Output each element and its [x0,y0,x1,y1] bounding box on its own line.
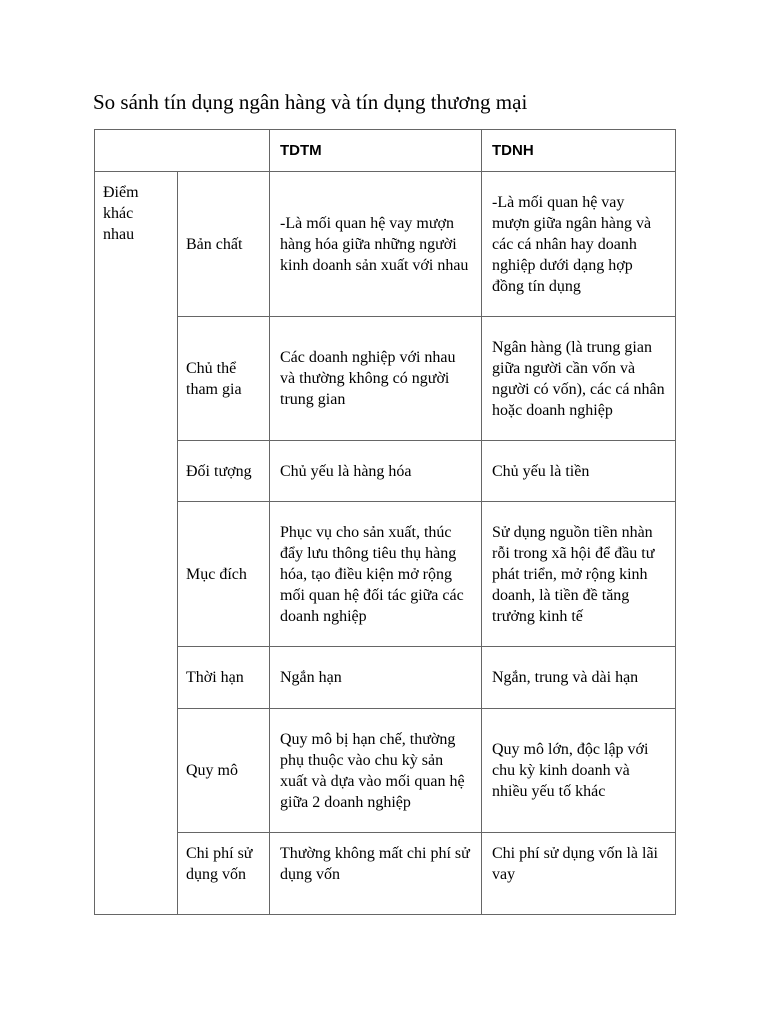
tdtm-text: Các doanh nghiệp với nhau và thường không có người trung gian [280,349,456,408]
tdnh-cell [482,441,676,502]
tdnh-text: Sử dụng nguồn tiền nhàn rỗi trong xã hội để đầu tư phát triển, mở rộng kinh doanh, là tiền đề tăng trưởng kinh tế [492,523,655,625]
tdtm-cell [270,647,482,709]
table-row [95,833,676,915]
tdtm-text: -Là mối quan hệ vay mượn hàng hóa giữa những người kinh doanh sản xuất với nhau [280,214,469,274]
tdtm-text: Thường không mất chi phí sử dụng vốn [280,845,470,883]
tdtm-cell [270,502,482,647]
header-tdtm: TDTM [270,130,482,172]
header-row [95,130,676,172]
criterion-cell [178,709,270,833]
table-row [95,647,676,709]
table-row [95,502,676,647]
tdnh-cell [482,647,676,709]
tdtm-cell [270,833,482,915]
criterion-cell [178,502,270,647]
tdnh-cell [482,172,676,317]
tdtm-cell [270,172,482,317]
criterion-label: Thời hạn [186,669,244,686]
criterion-cell [178,441,270,502]
page-title: So sánh tín dụng ngân hàng và tín dụng thương mại [93,90,528,114]
table-row [95,317,676,441]
criterion-label: Chủ thể tham gia [186,359,242,398]
criterion-label: Quy mô [186,762,238,779]
criterion-cell [178,172,270,317]
criterion-label: Đối tượng [186,462,252,480]
criterion-cell [178,833,270,915]
criterion-cell [178,647,270,709]
tdtm-text: Phục vụ cho sản xuất, thúc đẩy lưu thông tiêu thụ hàng hóa, tạo điều kiện mở rộng mối quan hệ đối tác giữa các doanh nghiệp [280,523,464,625]
header-tdnh: TDNH [482,130,676,172]
criterion-label: Chi phí sử dụng vốn [186,845,253,883]
tdnh-cell [482,833,676,915]
table-row [95,172,676,317]
tdtm-cell [270,441,482,502]
tdnh-text: Ngắn, trung và dài hạn [492,669,639,686]
table-row [95,709,676,833]
tdnh-cell [482,317,676,441]
table-row [95,441,676,502]
group-label: Điểm khác nhau [103,184,139,243]
criterion-label: Bản chất [186,235,243,253]
criterion-cell [178,317,270,441]
tdnh-text: Ngân hàng (là trung gian giữa người cần vốn và người có vốn), các cá nhân hoặc doanh nghiệp [492,338,665,419]
tdnh-cell [482,502,676,647]
tdnh-text: -Là mối quan hệ vay mượn giữa ngân hàng và các cá nhân hay doanh nghiệp dưới dạng hợp đồng tín dụng [492,193,652,295]
group-cell [95,172,178,915]
criterion-label: Mục đích [186,565,247,583]
comparison-table [94,129,676,915]
tdnh-text: Chi phí sử dụng vốn là lãi vay [492,845,658,883]
tdnh-text: Quy mô lớn, độc lập với chu kỳ kinh doanh và nhiều yếu tố khác [492,741,649,800]
header-empty-cell [95,130,270,172]
tdtm-text: Ngắn hạn [280,669,342,686]
tdnh-text: Chủ yếu là tiền [492,462,590,480]
tdtm-cell [270,709,482,833]
tdtm-cell [270,317,482,441]
tdtm-text: Chủ yếu là hàng hóa [280,462,412,480]
tdnh-cell [482,709,676,833]
tdtm-text: Quy mô bị hạn chế, thường phụ thuộc vào chu kỳ sản xuất và dựa vào mối quan hệ giữa 2 doanh nghiệp [280,730,465,811]
